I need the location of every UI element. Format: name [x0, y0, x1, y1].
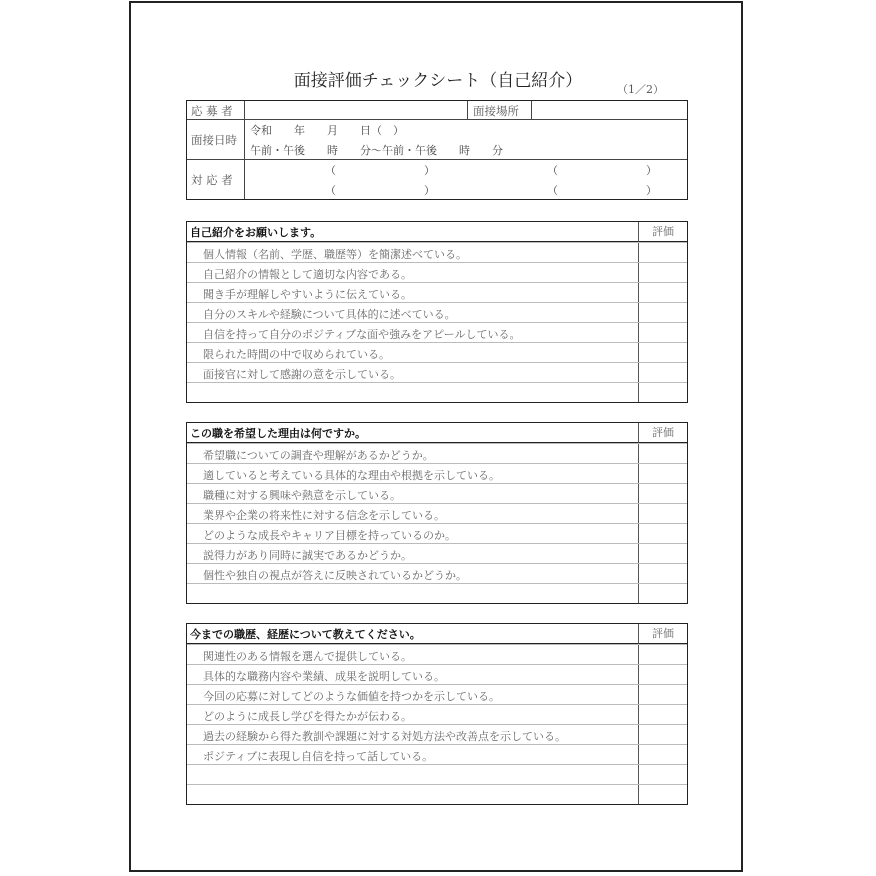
interviewer-paren: （ ）: [547, 184, 657, 197]
interviewer-label: 対 応 者: [191, 173, 233, 187]
interviewer-paren: （ ）: [325, 184, 435, 197]
checklist-row: [187, 362, 687, 383]
checklist-row: [187, 664, 687, 685]
checklist-item: ポジティブに表現し自信を持って話している。: [203, 750, 434, 763]
checklist-row: [187, 503, 687, 524]
checklist-row: [187, 302, 687, 323]
checklist-row: [187, 543, 687, 564]
checklist-row: [187, 684, 687, 705]
section-header: [187, 222, 687, 242]
checklist-row: [187, 523, 687, 544]
section-heading: この職を希望した理由は何ですか。: [190, 427, 366, 440]
eval-column-header: 評価: [638, 222, 687, 241]
checklist-row: [187, 784, 687, 805]
checklist-row: [187, 744, 687, 765]
checklist-item: 自信を持って自分のポジティブな面や強みをアピールしている。: [203, 328, 521, 341]
checklist-item: 聞き手が理解しやすいように伝えている。: [203, 288, 412, 301]
checklist-row: [187, 563, 687, 584]
interviewer-paren: （ ）: [325, 164, 435, 177]
checklist-item: 個性や独自の視点が答えに反映されているかどうか。: [203, 569, 467, 582]
section-self-introduction: [186, 221, 688, 403]
section-heading: 自己紹介をお願いします。: [190, 226, 322, 239]
checklist-item: どのような成長やキャリア目標を持っているのか。: [203, 529, 456, 542]
datetime-label: 面接日時: [191, 133, 237, 147]
applicant-label: 応 募 者: [191, 104, 233, 118]
section-work-history: [186, 623, 688, 805]
time-line: 午前・午後 時 分～午前・午後 時 分: [250, 144, 503, 157]
checklist-item: 関連性のある情報を選んで提供している。: [203, 650, 412, 663]
checklist-row: [187, 382, 687, 403]
interviewer-paren: （ ）: [547, 164, 657, 177]
sheet-title: 面接評価チェックシート（自己紹介）: [293, 71, 583, 91]
info-row-divider: [187, 119, 687, 120]
checklist-row: [187, 463, 687, 484]
section-motivation: [186, 422, 688, 604]
checklist-row: [187, 282, 687, 303]
checklist-item: 自分のスキルや経験について具体的に述べている。: [203, 308, 456, 321]
checklist-row: [187, 342, 687, 363]
section-heading: 今までの職歴、経歴について教えてください。: [190, 628, 421, 641]
checklist-row: [187, 483, 687, 504]
checklist-item: 説得力があり同時に誠実であるかどうか。: [203, 549, 412, 562]
checklist-item: 限られた時間の中で収められている。: [203, 348, 390, 361]
page-number: （1／2）: [617, 83, 664, 96]
checklist-row: [187, 764, 687, 785]
checklist-row: [187, 262, 687, 283]
checklist-item: 面接官に対して感謝の意を示している。: [203, 368, 401, 381]
info-label-divider: [244, 101, 245, 199]
info-row-divider: [187, 159, 687, 160]
checklist-row: [187, 583, 687, 604]
checklist-item: 自己紹介の情報として適切な内容である。: [203, 268, 412, 281]
checklist-item: どのように成長し学びを得たかが伝わる。: [203, 710, 412, 723]
checklist-item: 今回の応募に対してどのような価値を持つかを示している。: [203, 690, 500, 703]
checklist-item: 過去の経験から得た教訓や課題に対する対処方法や改善点を示している。: [203, 730, 566, 743]
section-header: [187, 423, 687, 443]
checklist-item: 適していると考えている具体的な理由や根拠を示している。: [203, 469, 500, 482]
checklist-item: 希望職についての調査や理解があるかどうか。: [203, 449, 434, 462]
location-label: 面接場所: [473, 104, 519, 118]
info-col-divider: [467, 101, 468, 119]
checklist-row: [187, 704, 687, 725]
checklist-row: [187, 242, 687, 263]
checklist-item: 業界や企業の将来性に対する信念を示している。: [203, 509, 445, 522]
checklist-row: [187, 443, 687, 464]
checklist-item: 個人情報（名前、学歴、職歴等）を簡潔述べている。: [203, 248, 467, 261]
eval-column-header: 評価: [638, 423, 687, 442]
checklist-item: 職種に対する興味や熱意を示している。: [203, 489, 401, 502]
date-line: 令和 年 月 日（ ）: [250, 124, 404, 137]
checklist-row: [187, 724, 687, 745]
section-header: [187, 624, 687, 644]
interview-info-table: [186, 100, 688, 200]
info-col-divider: [531, 101, 532, 119]
eval-column-header: 評価: [638, 624, 687, 643]
checklist-row: [187, 322, 687, 343]
checklist-row: [187, 644, 687, 665]
checklist-item: 具体的な職務内容や業績、成果を説明している。: [203, 670, 445, 683]
